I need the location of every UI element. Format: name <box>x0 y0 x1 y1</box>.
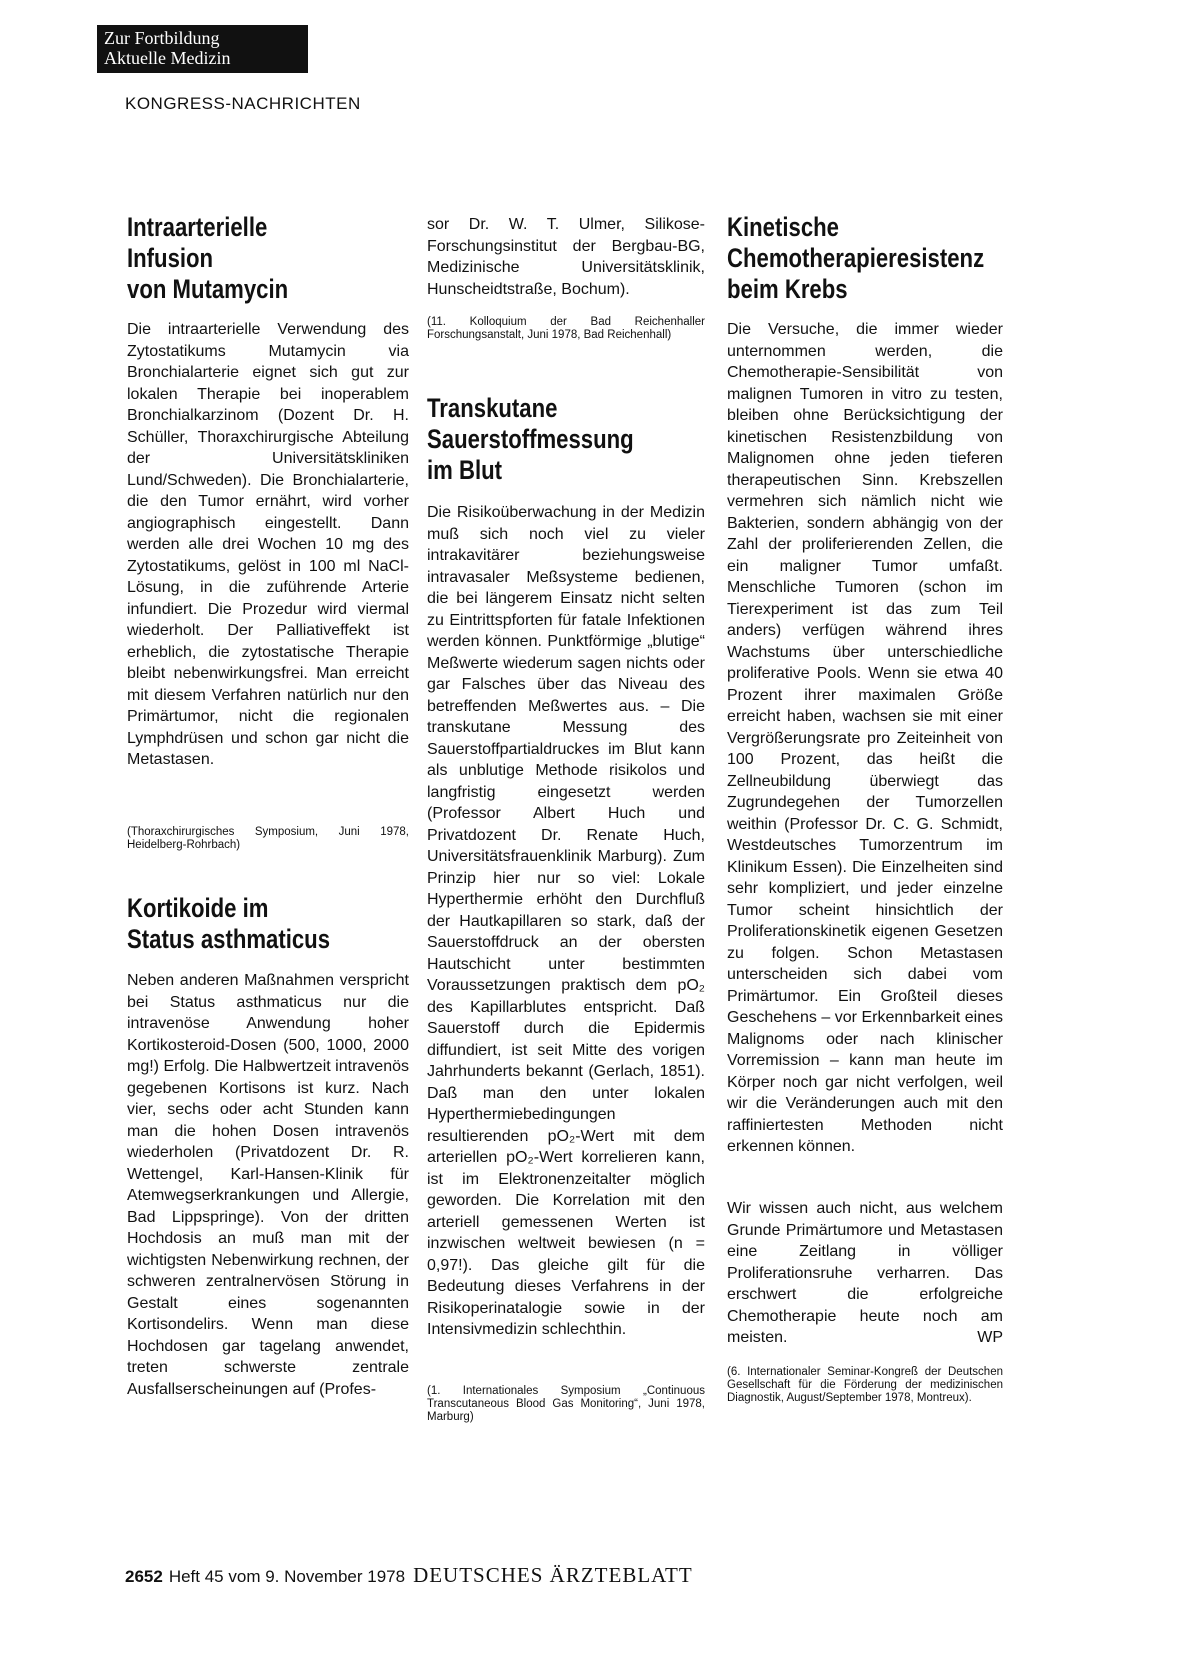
article-source-kinetisch: (6. Internationaler Seminar-Kongreß der Deutschen Gesellschaft für die Förderung der medizinischen Diagnostik, August/September 1978, Montreux). <box>727 1366 1003 1405</box>
tag-line-2: Aktuelle Medizin <box>104 48 231 68</box>
article-title-kortikoide: Kortikoide im Status asthmaticus <box>127 893 331 954</box>
article-body-kinetisch: Die Versuche, die immer wieder unternommen werden, die Chemotherapie-Sensibilität von malignen Tumoren in vitro zu testen, bleiben ohne Berücksichtigung der kinetischen Resistenzbildung von Malignomen ohne jeden tieferen therapeutischen Sinn. Krebszellen vermehren sich nämlich nicht wie Bakterien, sondern abhängig von der Zahl der proliferierenden Zellen, die ein maligner Tumor umfaßt. Menschliche Tumoren (schon im Tierexperiment ist das zum Teil anders) verfügen während ihres Wachstums über unterschiedliche proliferative Pools. Wenn sie etwa 40 Prozent ihrer maximalen Größe erreicht haben, wachsen sie mit einer Vergrößerungsrate pro Zeiteinheit von 100 Prozent, das heißt die Zellneubildung überwiegt das Zugrundegehen der Tumorzellen weithin (Professor Dr. C. G. Schmidt, Westdeutsches Tumorzentrum im Klinikum Essen). Die Einzelheiten sind sehr kompliziert, und jeder einzelne Tumor scheint hinsichtlich der Proliferationskinetik eigenen Gesetzen zu folgen. Schon Metastasen unterscheiden sich dabei vom Primärtumor. Ein Großteil dieses Geschehens – vor Erkennbarkeit eines Malignoms oder nach klinischer Vorremission – kann man heute im Körper noch gar nicht verfolgen, weil wir die Veränderungen auch mit den raffiniertesten Methoden nicht erkennen können. <box>727 321 1003 1155</box>
issue-info: Heft 45 vom 9. November 1978 <box>168 1567 406 1586</box>
article-title-mutamycin: Intraarterielle Infusion von Mutamycin <box>127 212 289 304</box>
journal-name: DEUTSCHES ÄRZTEBLATT <box>413 1563 693 1587</box>
article-body-transkutan: Die Risikoüberwachung in der Medizin muß sich noch viel zu vieler intrakavitärer beziehungsweise intravasaler Meßsysteme bedienen, die bei längerem Einsatz nicht selten zu Eintrittspforten für fatale Infektionen werden können. Punktförmige „blutige“ Meßwerte wiederum sagen nichts oder gar Falsches über das Niveau des betreffenden Meßwertes aus. – Die transkutane Messung des Sauerstoffpartialdruckes im Blut kann als unblutige Methode risikolos und langfristig eingesetzt werden (Professor Albert Huch und Privatdozent Dr. Renate Huch, Universitätsfrauenklinik Marburg). Zum Prinzip hier nur so viel: Lokale Hyperthermie erhöht den Durchfluß der Hautkapillaren so stark, daß der Sauerstoffdruck an der obersten Hautschicht unter bestimmten Voraussetzungen praktisch dem pO₂ des Kapillarblutes entspricht. Daß Sauerstoff durch die Epidermis diffundiert, ist seit Mitte des vorigen Jahrhunderts bekannt (Gerlach, 1851). Daß man den unter lokalen Hyperthermiebedingungen resultierenden pO₂-Wert mit dem arteriellen pO₂-Wert korrelieren kann, ist im Elektronenzeitalter möglich geworden. Die Korrelation mit den arteriell gemessenen Werten ist inzwischen weltweit bewiesen (n = 0,97!). Das gleiche gilt für die Bedeutung dieses Verfahrens in der Risikoperinatalogie sowie in der Intensivmedizin schlechthin. <box>427 504 705 1338</box>
article-body-kortikoide-continued: sor Dr. W. T. Ulmer, Silikose-Forschungsinstitut der Bergbau-BG, Medizinische Universitätsklinik, Hunscheidtstraße, Bochum). <box>427 216 705 298</box>
page-footer <box>125 1563 693 1588</box>
page-number: 2652 <box>125 1567 163 1586</box>
article-body-mutamycin: Die intraarterielle Verwendung des Zytostatikums Mutamycin via Bronchialarterie eignet sich gut zur lokalen Therapie bei inoperablem Bronchialkarzinom (Dozent Dr. H. Schüller, Thoraxchirurgische Abteilung der Universitätskliniken Lund/Schweden). Die Bronchialarterie, die den Tumor ernährt, wird vorher angiographisch eingestellt. Dann werden alle drei Wochen 10 mg des Zytostatikums, gelöst in 100 ml NaCl-Lösung, in die zuführende Arterie infundiert. Die Prozedur wird viermal wiederholt. Der Palliativeffekt ist erheblich, die zytostatische Therapie bleibt nebenwirkungsfrei. Man erreicht mit diesem Verfahren natürlich nur den Primärtumor, nicht die regionalen Lymphdrüsen und schon gar nicht die Metastasen. <box>127 321 409 768</box>
article-title-transkutan: Transkutane Sauerstoffmessung im Blut <box>427 393 634 485</box>
article-source-mutamycin: (Thoraxchirurgisches Symposium, Juni 1978, Heidelberg-Rohrbach) <box>127 826 409 852</box>
department-tag <box>97 25 308 73</box>
article-body-kinetisch-2: Wir wissen auch nicht, aus welchem Grunde Primärtumore und Metastasen eine Zeitlang in völliger Proliferationsruhe verharren. Das erschwert die erfolgreiche Chemotherapie heute noch am meisten. WP <box>727 1198 1003 1349</box>
article-source-kortikoide: (11. Kolloquium der Bad Reichenhaller Forschungsanstalt, Juni 1978, Bad Reichenhall) <box>427 316 705 342</box>
article-body-kortikoide: Neben anderen Maßnahmen verspricht bei Status asthmaticus nur die intravenöse Anwendung hoher Kortikosteroid-Dosen (500, 1000, 2000 mg!) Erfolg. Die Halbwertzeit intravenös gegebenen Kortisons ist kurz. Nach vier, sechs oder acht Stunden kann man die hohen Dosen intravenös wiederholen (Privatdozent Dr. R. Wettengel, Karl-Hansen-Klinik für Atemwegserkrankungen und Allergie, Bad Lippspringe). Von der dritten Hochdosis an muß man mit der wichtigsten Nebenwirkung rechnen, der schweren zentralnervösen Störung in Gestalt eines sogenannten Kortisondelirs. Wenn man diese Hochdosen gar tagelang anwendet, treten schwerste zentrale Ausfallserscheinungen auf (Profes- <box>127 972 409 1398</box>
article-title-kinetisch: Kinetische Chemotherapieresistenz beim Krebs <box>727 212 985 304</box>
section-heading: KONGRESS-NACHRICHTEN <box>125 94 361 113</box>
article-source-transkutan: (1. Internationales Symposium „Continuous Transcutaneous Blood Gas Monitoring“, Juni 1978, Marburg) <box>427 1385 705 1424</box>
tag-line-1: Zur Fortbildung <box>104 28 220 48</box>
author-signature: WP <box>977 1329 1003 1346</box>
